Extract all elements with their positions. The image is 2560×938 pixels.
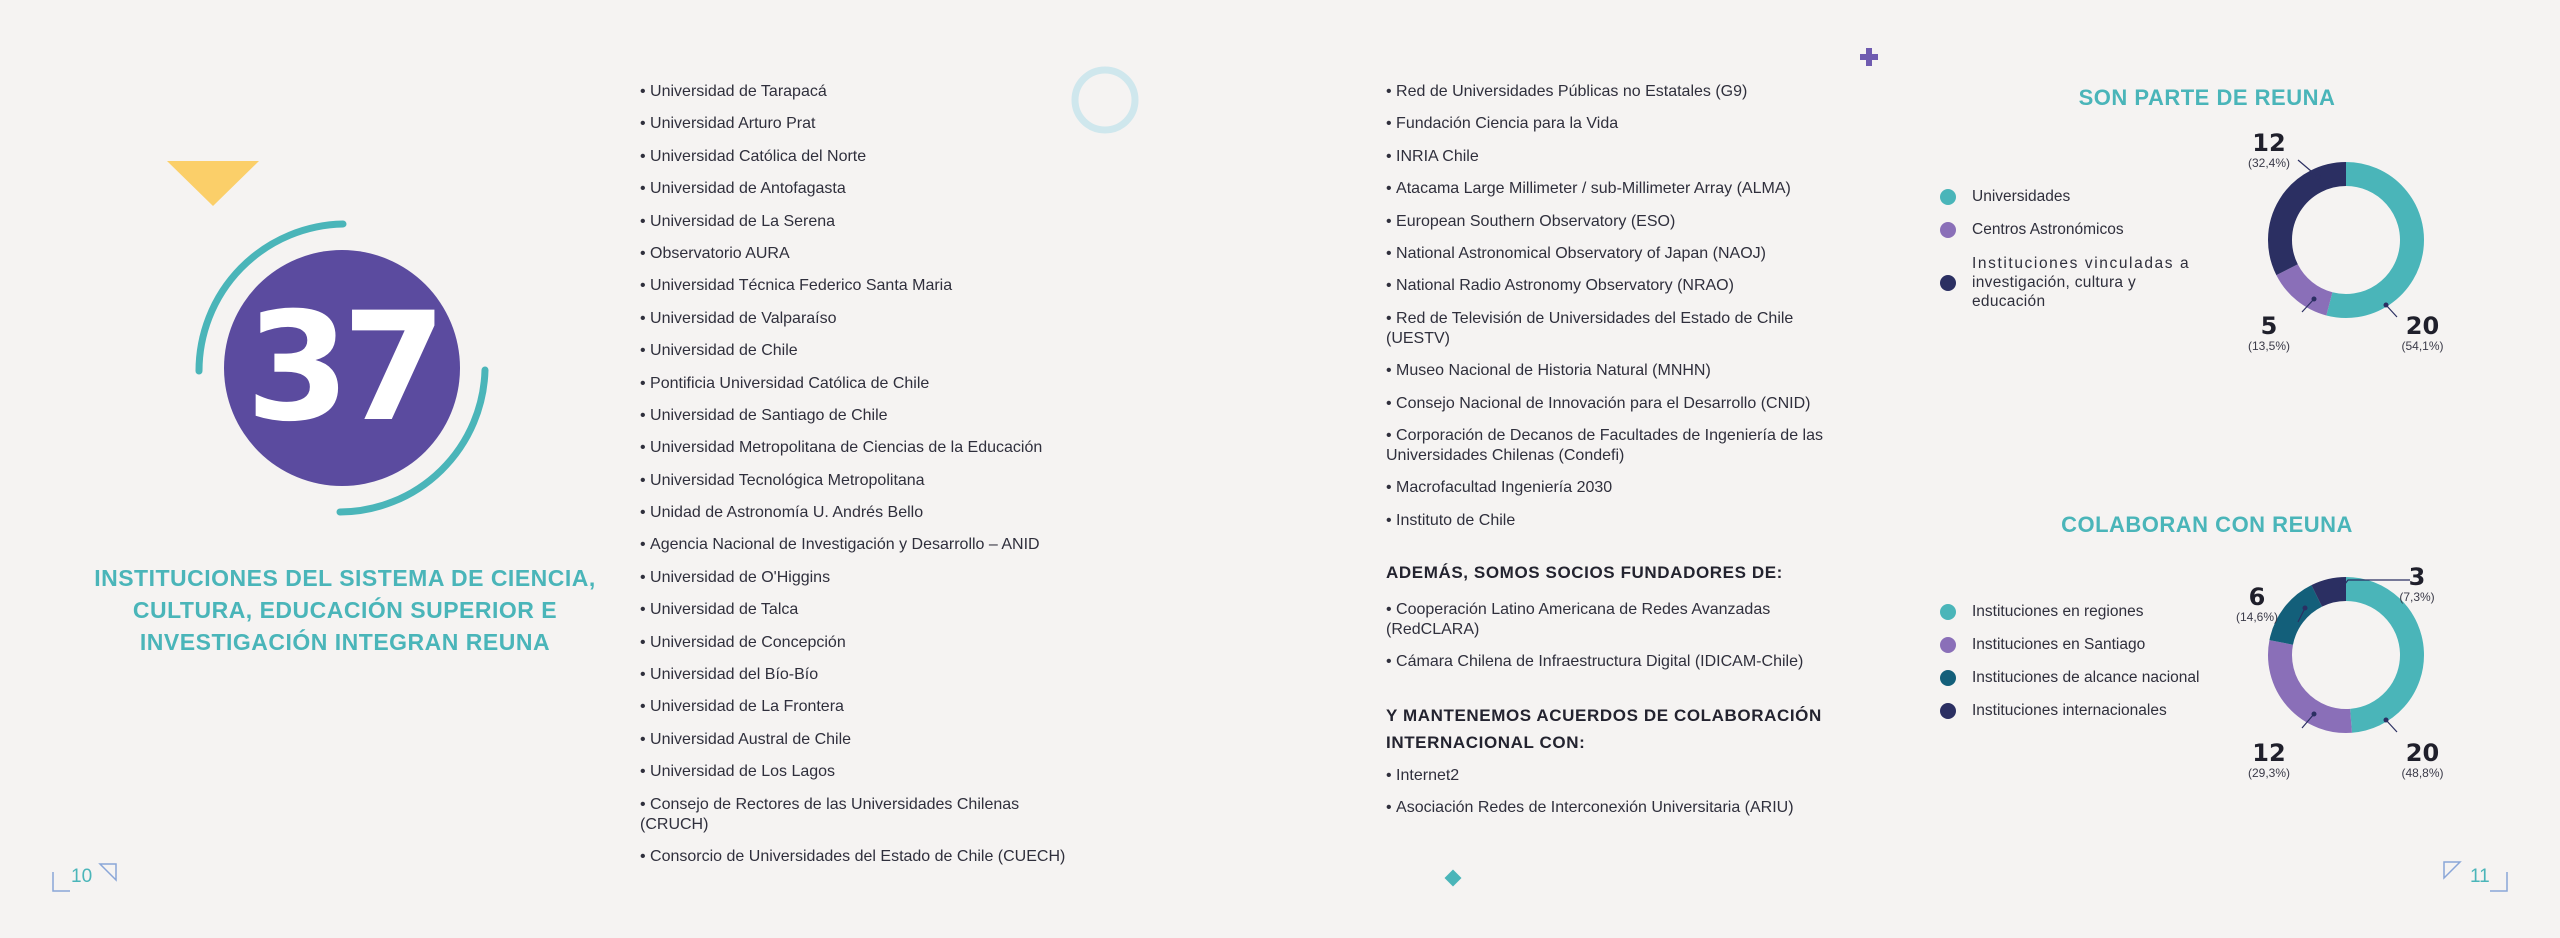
- percent-label: (14,6%): [2235, 610, 2279, 624]
- chart2-label-3: [2392, 564, 2442, 604]
- legend-label: Instituciones de alcance nacional: [1972, 669, 2200, 686]
- list-item: • Corporación de Decanos de Facultades de Ingeniería de las Universidades Chilenas (Condefi): [1386, 426, 1846, 466]
- donut-slice: [2329, 174, 2412, 306]
- list-item: • Unidad de Astronomía U. Andrés Bello: [640, 503, 1080, 523]
- list-item: • Universidad de La Serena: [640, 212, 1080, 232]
- ring-decoration-icon: [1075, 70, 1135, 130]
- list-item: • Red de Universidades Públicas no Estatales (G9): [1386, 82, 1846, 102]
- value-label: 3: [2408, 563, 2426, 591]
- legend-label-line-1: Instituciones vinculadas a: [1972, 255, 2191, 272]
- diamond-icon: [1445, 870, 1462, 887]
- legend-label: Instituciones internacionales: [1972, 702, 2167, 719]
- list-item: • Universidad Arturo Prat: [640, 114, 1080, 134]
- list-item: • Universidad Tecnológica Metropolitana: [640, 471, 1080, 491]
- chart2-legend: [1940, 603, 2210, 735]
- donut-chart-son-parte: [2260, 155, 2460, 325]
- leader-dot: [2316, 175, 2321, 180]
- list-item: • Universidad de O'Higgins: [640, 568, 1080, 588]
- list-item: • National Astronomical Observatory of Japan (NAOJ): [1386, 244, 1846, 264]
- value-label: 5: [2260, 312, 2278, 340]
- institution-count: 37: [245, 281, 439, 455]
- agreements-heading: [1386, 702, 1846, 756]
- list-item: • Asociación Redes de Interconexión Universitaria (ARIU): [1386, 798, 1846, 818]
- agreements-list: [1386, 766, 1846, 818]
- chart2-label-6: [2232, 584, 2282, 624]
- list-item: • Universidad del Bío-Bío: [640, 665, 1080, 685]
- list-item: • Universidad de Talca: [640, 600, 1080, 620]
- legend-label: [1972, 254, 2210, 311]
- list-item: • National Radio Astronomy Observatory (NRAO): [1386, 276, 1846, 296]
- list-item: • Pontificia Universidad Católica de Chile: [640, 374, 1080, 394]
- value-label: 20: [2405, 739, 2440, 767]
- legend-label: Centros Astronómicos: [1972, 221, 2124, 238]
- legend-item: [1940, 254, 2210, 311]
- value-label: 12: [2252, 739, 2286, 767]
- list-item: • Cooperación Latino Americana de Redes Avanzadas (RedCLARA): [1386, 600, 1846, 640]
- member-list-2-column: [1386, 82, 1846, 831]
- institution-count-circle: [224, 250, 460, 486]
- member-list-2: [1386, 82, 1846, 531]
- member-list-1: [640, 82, 1080, 879]
- chart1-label-12: [2244, 130, 2294, 170]
- legend-swatch: [1940, 670, 1956, 686]
- list-item: • Universidad de Los Lagos: [640, 762, 1080, 782]
- legend-label: Universidades: [1972, 188, 2071, 205]
- legend-swatch: [1940, 222, 1956, 238]
- list-item: • Universidad de Santiago de Chile: [640, 406, 1080, 426]
- corner-triangle-left-icon: [100, 864, 116, 880]
- list-item: • Universidad de Chile: [640, 341, 1080, 361]
- legend-label: Instituciones en regiones: [1972, 603, 2144, 620]
- hero-title-line-1: INSTITUCIONES DEL SISTEMA DE CIENCIA,: [94, 565, 596, 591]
- hero-title-line-3: INVESTIGACIÓN INTEGRAN REUNA: [139, 629, 551, 655]
- founders-heading: ADEMÁS, SOMOS SOCIOS FUNDADORES DE:: [1386, 562, 1783, 582]
- chart2-label-20: [2395, 740, 2450, 780]
- list-item: • Consorcio de Universidades del Estado de Chile (CUECH): [640, 847, 1080, 867]
- list-item: • Observatorio AURA: [640, 244, 1080, 264]
- list-item: • Universidad de Antofagasta: [640, 179, 1080, 199]
- legend-swatch: [1940, 189, 1956, 205]
- agreements-heading-line-1: Y MANTENEMOS ACUERDOS DE COLABORACIÓN: [1386, 706, 1822, 726]
- leader-dot: [2312, 712, 2317, 717]
- list-item: • Universidad de Valparaíso: [640, 309, 1080, 329]
- list-item: • Consejo de Rectores de las Universidades Chilenas (CRUCH): [640, 795, 1080, 835]
- legend-item: [1940, 669, 2210, 687]
- list-item: • Atacama Large Millimeter / sub-Millimeter Array (ALMA): [1386, 179, 1846, 199]
- legend-item: [1940, 702, 2210, 720]
- legend-swatch: [1940, 703, 1956, 719]
- list-item: • Instituto de Chile: [1386, 511, 1846, 531]
- chart-title-son-parte: SON PARTE DE REUNA: [2078, 85, 2336, 110]
- percent-label: (54,1%): [2401, 339, 2444, 353]
- list-item: • Universidad Metropolitana de Ciencias de la Educación: [640, 438, 1080, 458]
- founders-list: [1386, 600, 1846, 672]
- value-label: 20: [2405, 312, 2440, 340]
- list-item: • Universidad Técnica Federico Santa Maria: [640, 276, 1080, 296]
- list-item: • Agencia Nacional de Investigación y Desarrollo – ANID: [640, 535, 1080, 555]
- donut-slice: [2280, 642, 2351, 721]
- corner-bracket-right-icon: [2490, 872, 2507, 891]
- page-number-left: 10: [71, 866, 93, 887]
- list-item: • INRIA Chile: [1386, 147, 1846, 167]
- value-label: 12: [2252, 129, 2286, 157]
- list-item: • Universidad de Concepción: [640, 633, 1080, 653]
- agreements-heading-line-2: INTERNACIONAL CON:: [1386, 733, 1586, 753]
- list-item: • Macrofacultad Ingeniería 2030: [1386, 478, 1846, 498]
- plus-icon: [1860, 48, 1878, 66]
- chart1-legend: [1940, 188, 2210, 326]
- percent-label: (29,3%): [2247, 766, 2291, 780]
- list-item: • Museo Nacional de Historia Natural (MNHN): [1386, 361, 1846, 381]
- leader-dot: [2384, 303, 2389, 308]
- legend-item: [1940, 188, 2210, 206]
- hero-title: [90, 562, 600, 658]
- legend-label: Instituciones en Santiago: [1972, 636, 2146, 653]
- list-item: • Universidad de La Frontera: [640, 697, 1080, 717]
- page-number-right: 11: [2470, 866, 2490, 887]
- list-item: • Cámara Chilena de Infraestructura Digital (IDICAM-Chile): [1386, 652, 1846, 672]
- percent-label: (7,3%): [2399, 590, 2435, 604]
- value-label: 6: [2248, 583, 2266, 611]
- percent-label: (48,8%): [2401, 766, 2444, 780]
- percent-label: (32,4%): [2247, 156, 2291, 170]
- chart1-label-20: [2395, 313, 2450, 353]
- donut-slice: [2280, 174, 2346, 270]
- donut-slice: [2287, 270, 2329, 304]
- list-item: • Internet2: [1386, 766, 1846, 786]
- legend-swatch: [1940, 275, 1956, 291]
- list-item: • Universidad Católica del Norte: [640, 147, 1080, 167]
- leader-dot: [2384, 718, 2389, 723]
- legend-item: [1940, 221, 2210, 239]
- chart-title-colaboran: COLABORAN CON REUNA: [2061, 512, 2353, 537]
- legend-item: [1940, 603, 2210, 621]
- legend-swatch: [1940, 637, 1956, 653]
- hero-title-line-2: CULTURA, EDUCACIÓN SUPERIOR E: [132, 597, 558, 623]
- percent-label: (13,5%): [2247, 339, 2291, 353]
- leader-dot: [2303, 606, 2308, 611]
- list-item: • Universidad de Tarapacá: [640, 82, 1080, 102]
- corner-bracket-left-icon: [53, 872, 70, 891]
- list-item: • Universidad Austral de Chile: [640, 730, 1080, 750]
- leader-dot: [2340, 586, 2345, 591]
- yellow-triangle-icon: [167, 161, 259, 206]
- legend-label-line-2: investigación, cultura y educación: [1972, 274, 2137, 310]
- chart1-label-5: [2244, 313, 2294, 353]
- legend-swatch: [1940, 604, 1956, 620]
- list-item: • Fundación Ciencia para la Vida: [1386, 114, 1846, 134]
- list-item: • Consejo Nacional de Innovación para el Desarrollo (CNID): [1386, 394, 1846, 414]
- list-item: • Red de Televisión de Universidades del Estado de Chile (UESTV): [1386, 309, 1846, 349]
- donut-slice: [2346, 589, 2412, 721]
- list-item: • European Southern Observatory (ESO): [1386, 212, 1846, 232]
- corner-triangle-right-icon: [2444, 862, 2460, 878]
- legend-item: [1940, 636, 2210, 654]
- leader-dot: [2312, 297, 2317, 302]
- chart2-label-12: [2244, 740, 2294, 780]
